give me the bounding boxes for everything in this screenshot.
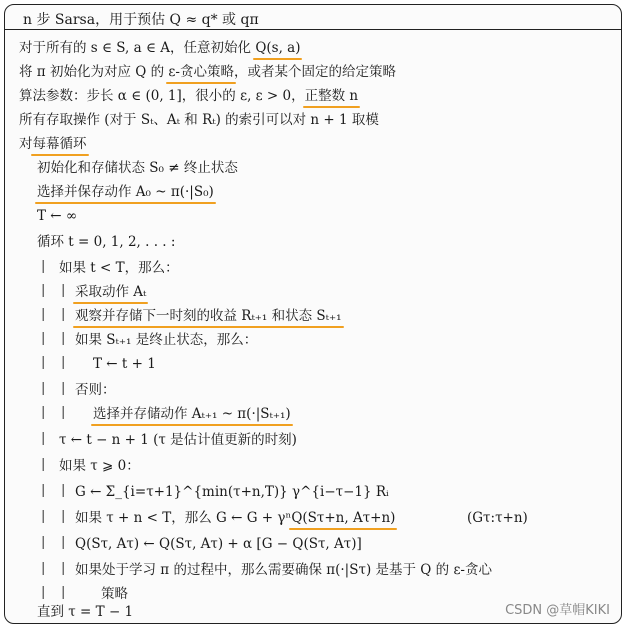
loop-bar: |	[41, 457, 46, 472]
loop-bar: |	[41, 483, 46, 498]
line-20	[75, 509, 395, 527]
loop-bar: |	[41, 405, 46, 420]
line-10: 如果 t < T，那么：	[59, 260, 179, 276]
loop-bar: |	[41, 585, 46, 600]
loop-bar: |	[41, 561, 46, 576]
line-16-highlight: 选择并存储动作 Aₜ₊₁ ~ π(·|Sₜ₊₁)	[93, 406, 291, 422]
loop-bar: |	[41, 355, 46, 370]
line-1-text: 对于所有的 s ∈ S, a ∈ A，任意初始化	[19, 40, 256, 56]
line-16	[93, 405, 291, 423]
loop-bar: |	[41, 259, 46, 274]
line-15: 否则：	[75, 382, 116, 398]
tau-bar: |	[61, 483, 66, 498]
line-5-text: 对	[19, 136, 33, 152]
line-11	[75, 283, 146, 301]
line-12-highlight: 观察并存储下一时刻的收益 Rₜ₊₁ 和状态 Sₜ₊₁	[75, 308, 342, 324]
line-17: τ ← t − n + 1 (τ 是估计值更新的时刻)	[59, 432, 297, 448]
loop-bar: |	[41, 509, 46, 524]
line-5	[19, 135, 87, 153]
line-8: T ← ∞	[37, 208, 78, 224]
line-18: 如果 τ ⩾ 0：	[59, 458, 140, 474]
line-24: 直到 τ = T − 1	[37, 604, 134, 620]
tau-bar: |	[61, 561, 66, 576]
line-2-text-c: ，或者某个固定的给定策略	[233, 64, 396, 80]
if-bar: |	[61, 381, 66, 396]
tau-bar: |	[61, 509, 66, 524]
watermark: CSDN @草帽KIKI	[505, 603, 610, 618]
loop-bar: |	[41, 307, 46, 322]
if-bar: |	[61, 307, 66, 322]
line-11-highlight: 采取动作 Aₜ	[75, 284, 147, 300]
loop-bar: |	[41, 381, 46, 396]
line-7	[37, 183, 214, 201]
line-19: G ← Σ_{i=τ+1}^{min(τ+n,T)} γ^{i−τ−1} Rᵢ	[75, 484, 389, 500]
loop-bar: |	[41, 431, 46, 446]
line-3-text: 算法参数：步长 α ∈ (0, 1]，很小的 ε, ε > 0，	[19, 88, 305, 104]
line-12	[75, 307, 342, 325]
line-14: T ← t + 1	[93, 356, 156, 372]
line-3	[19, 87, 358, 105]
algorithm-title-row	[5, 5, 621, 30]
loop-bar: |	[41, 283, 46, 298]
line-21: Q(Sτ, Aτ) ← Q(Sτ, Aτ) + α [G − Q(Sτ, Aτ)]	[75, 536, 362, 552]
line-6: 初始化和存储状态 S₀ ≠ 终止状态	[37, 160, 238, 176]
if-bar: |	[61, 355, 66, 370]
line-2-highlight: ε-贪心策略	[168, 64, 234, 80]
line-9: 循环 t = 0, 1, 2, . . . :	[37, 234, 176, 250]
line-5-highlight: 每幕循环	[32, 136, 87, 152]
line-7-highlight: 选择并保存动作 A₀ ~ π(·|S₀)	[37, 184, 214, 200]
line-1-highlight: Q(s, a)	[255, 40, 301, 56]
if-bar: |	[61, 331, 66, 346]
line-22: 如果处于学习 π 的过程中，那么需要确保 π(·|Sτ) 是基于 Q 的 ε-贪心	[75, 562, 492, 578]
algorithm-title: n 步 Sarsa，用于预估 Q ≈ q* 或 qπ	[23, 12, 259, 28]
line-2	[19, 63, 396, 81]
line-3-highlight: 正整数 n	[304, 88, 359, 104]
line-2-text-a: 将 π 初始化为对应 Q 的	[19, 64, 169, 80]
line-20-text: 如果 τ + n < T，那么 G ← G + γⁿ	[75, 510, 292, 526]
line-1	[19, 39, 300, 57]
if-bar: |	[61, 283, 66, 298]
line-13: 如果 Sₜ₊₁ 是终止状态，那么：	[75, 332, 258, 348]
line-20-highlight: Q(Sτ+n, Aτ+n)	[291, 510, 396, 526]
line-20-note: (Gτ:τ+n)	[467, 510, 528, 526]
loop-bar: |	[41, 331, 46, 346]
loop-bar: |	[41, 535, 46, 550]
tau-bar: |	[61, 535, 66, 550]
line-4: 所有存取操作 (对于 Sₜ、Aₜ 和 Rₜ) 的索引可以对 n + 1 取模	[19, 112, 379, 128]
line-23: 策略	[101, 586, 128, 602]
algorithm-box	[4, 4, 622, 624]
tau-bar: |	[61, 585, 66, 600]
if-bar: |	[61, 405, 66, 420]
